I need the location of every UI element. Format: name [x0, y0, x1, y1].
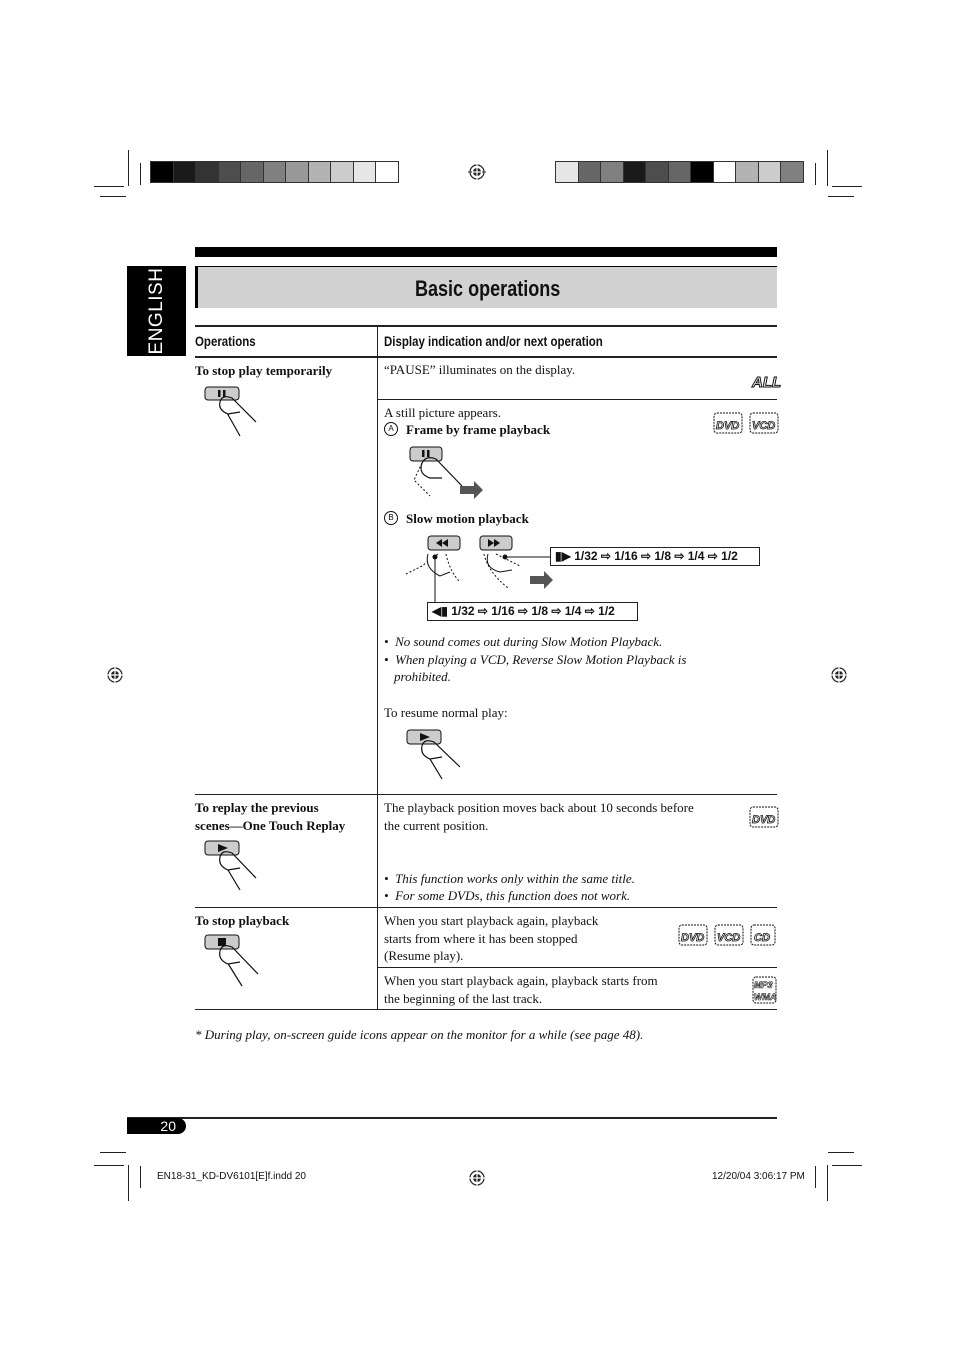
table-top-rule [195, 325, 777, 327]
op-stop-temporarily: To stop play temporarily [195, 363, 333, 378]
replay-desc-line2: the current position. [384, 818, 489, 833]
registration-mark-icon [106, 666, 124, 684]
vcd-badge-icon [714, 920, 744, 955]
page-title: Basic operations [414, 276, 561, 301]
row-divider [195, 794, 777, 795]
replay-button-press-icon [200, 838, 264, 894]
marker-a: A [384, 422, 398, 436]
frame-by-frame-label: Frame by frame playback [406, 422, 551, 437]
forward-slow-sequence: ▮▶ 1/32 ⇨ 1/16 ⇨ 1/8 ⇨ 1/4 ⇨ 1/2 [550, 547, 760, 566]
footer-file-name: EN18-31_KD-DV6101[E]f.indd 20 [157, 1171, 306, 1182]
still-picture-text: A still picture appears. [384, 405, 501, 420]
column-header-display: Display indication and/or next operation [384, 333, 603, 349]
slow-motion-label: Slow motion playback [406, 511, 529, 526]
page-number-tab [127, 1118, 186, 1134]
reverse-slow-sequence: ◀▮ 1/32 ⇨ 1/16 ⇨ 1/8 ⇨ 1/4 ⇨ 1/2 [427, 602, 638, 621]
svg-text:VCD: VCD [717, 932, 741, 944]
cd-badge-icon [750, 920, 778, 955]
frame-advance-press-icon [400, 444, 490, 502]
color-swatch [330, 161, 354, 183]
color-swatch [353, 161, 377, 183]
row-divider [378, 399, 777, 400]
svg-text:MP3: MP3 [754, 980, 773, 990]
color-swatch [555, 161, 579, 183]
dvd-badge-icon [713, 408, 743, 443]
op-one-touch-replay-line1: To replay the previous [195, 800, 319, 815]
color-swatch [600, 161, 624, 183]
all-disc-badge-icon [750, 363, 782, 398]
column-header-operations: Operations [195, 333, 256, 349]
color-swatch [645, 161, 669, 183]
resume-instruction: To resume normal play: [384, 705, 508, 720]
svg-text:DVD: DVD [752, 814, 776, 826]
color-swatch [218, 161, 242, 183]
color-swatch [578, 161, 602, 183]
note-same-title: • This function works only within the same title. [384, 871, 635, 886]
color-swatch [668, 161, 692, 183]
play-button-press-icon [402, 727, 472, 783]
op-stop-playback: To stop playback [195, 913, 290, 928]
reverse-play-icon: ◀▮ [432, 604, 448, 618]
table-bottom-rule [195, 1009, 777, 1010]
color-swatch [240, 161, 264, 183]
vcd-badge-icon [749, 408, 779, 443]
pause-indication: “PAUSE” illuminates on the display. [384, 362, 576, 377]
registration-mark-icon [468, 163, 486, 181]
color-swatch [758, 161, 782, 183]
registration-mark-icon [830, 666, 848, 684]
table-header-rule [195, 356, 777, 358]
registration-mark-icon [468, 1169, 486, 1187]
language-tab-label: ENGLISH [145, 267, 167, 355]
language-tab [127, 266, 186, 356]
note-no-sound: • No sound comes out during Slow Motion Playback. [384, 634, 663, 649]
color-swatch [375, 161, 399, 183]
note-vcd-reverse-cont: prohibited. [394, 669, 451, 684]
color-swatch [780, 161, 804, 183]
svg-text:DVD: DVD [716, 420, 740, 432]
svg-text:VCD: VCD [752, 420, 776, 432]
color-swatch [173, 161, 197, 183]
note-vcd-reverse: • When playing a VCD, Reverse Slow Motion Playback is [384, 652, 687, 667]
dvd-badge-icon [749, 802, 779, 837]
color-swatch [690, 161, 714, 183]
title-band [195, 266, 777, 308]
color-swatch [263, 161, 287, 183]
replay-desc-line1: The playback position moves back about 10 seconds before [384, 800, 694, 815]
svg-text:ALL: ALL [752, 374, 782, 391]
note-some-dvds: • For some DVDs, this function does not work. [384, 888, 631, 903]
pause-button-press-icon [200, 384, 264, 440]
svg-text:DVD: DVD [681, 932, 705, 944]
row-divider [378, 967, 777, 968]
resume-desc-line3: (Resume play). [384, 948, 464, 963]
color-swatch [623, 161, 647, 183]
op-one-touch-replay-line2: scenes—One Touch Replay [195, 818, 346, 833]
last-track-desc-line2: the beginning of the last track. [384, 991, 543, 1006]
stop-button-press-icon [200, 932, 264, 990]
color-swatch [285, 161, 309, 183]
footer-timestamp: 12/20/04 3:06:17 PM [712, 1171, 805, 1182]
last-track-desc-line1: When you start playback again, playback starts from [384, 973, 658, 988]
svg-text:CD: CD [754, 932, 770, 944]
dvd-badge-icon [678, 920, 708, 955]
color-swatch [195, 161, 219, 183]
resume-desc-line2: starts from where it has been stopped [384, 931, 578, 946]
mp3-wma-badge-icon [752, 975, 778, 1010]
row-divider [195, 907, 777, 908]
color-swatch [150, 161, 174, 183]
svg-text:WMA: WMA [754, 992, 777, 1002]
marker-b: B [384, 511, 398, 525]
footer-rule [127, 1117, 777, 1119]
footnote: * During play, on-screen guide icons appear on the monitor for a while (see page 48). [195, 1027, 644, 1042]
forward-play-icon: ▮▶ [555, 549, 571, 563]
resume-desc-line1: When you start playback again, playback [384, 913, 599, 928]
color-swatch [713, 161, 737, 183]
color-swatch [735, 161, 759, 183]
color-swatch [308, 161, 332, 183]
page-number: 20 [160, 1118, 176, 1134]
title-rule [195, 247, 777, 257]
